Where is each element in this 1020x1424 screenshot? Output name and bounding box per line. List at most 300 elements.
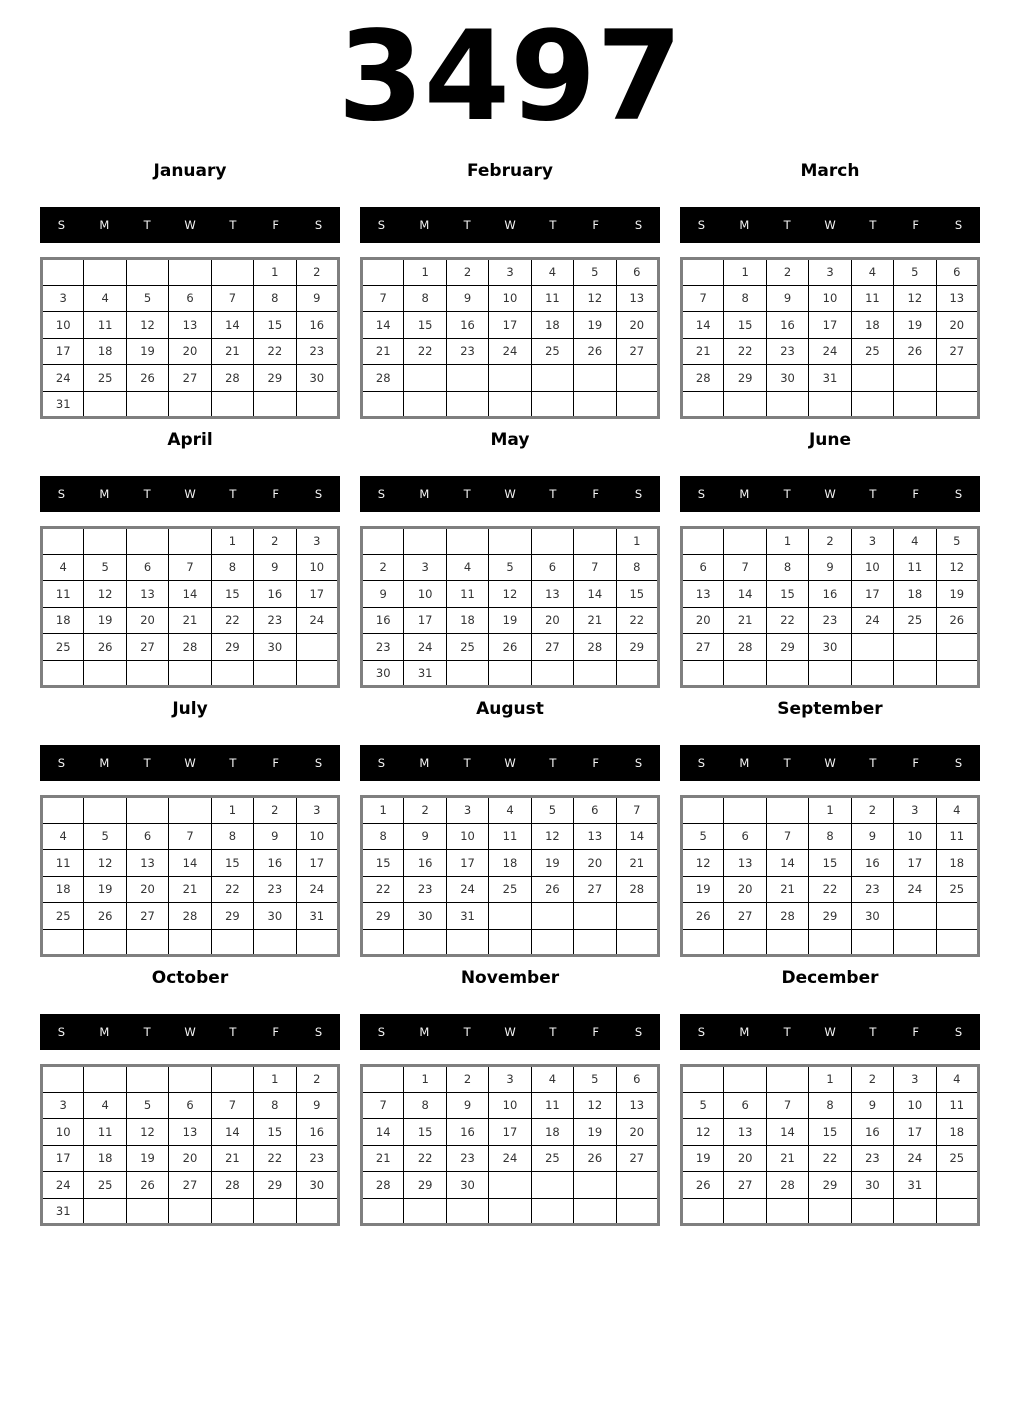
weekday-label: T: [463, 218, 471, 232]
day-cell: 6: [724, 823, 766, 850]
week-row: [42, 929, 339, 956]
day-cell: 19: [126, 338, 168, 365]
day-cell: 22: [362, 876, 404, 903]
day-cell: 26: [936, 607, 978, 634]
day-cell: 16: [766, 312, 808, 339]
day-cell: 15: [809, 850, 851, 877]
week-row: [682, 1172, 979, 1199]
month-days-table: [40, 1064, 340, 1226]
day-cell: 11: [489, 823, 531, 850]
day-cell: 17: [894, 850, 936, 877]
empty-day-cell: [446, 391, 488, 418]
month-block: [360, 429, 660, 688]
day-cell: 27: [724, 903, 766, 930]
month-title: May: [490, 430, 530, 450]
day-cell: 26: [126, 1172, 168, 1199]
empty-day-cell: [489, 1198, 531, 1225]
day-cell: 23: [851, 1145, 893, 1172]
day-cell: 30: [254, 903, 296, 930]
day-cell: 28: [211, 1172, 253, 1199]
week-row: [42, 365, 339, 392]
week-row: [42, 338, 339, 365]
day-cell: 31: [296, 903, 338, 930]
weekday-label: S: [57, 1025, 66, 1039]
day-cell: 27: [574, 876, 616, 903]
day-cell: 21: [169, 876, 211, 903]
empty-day-cell: [404, 365, 446, 392]
day-cell: 30: [404, 903, 446, 930]
day-cell: 19: [936, 581, 978, 608]
week-row: [42, 660, 339, 687]
weekday-label: T: [549, 1025, 557, 1039]
weekday-label: T: [143, 218, 151, 232]
day-cell: 25: [84, 365, 126, 392]
empty-day-cell: [84, 528, 126, 555]
weekday-label: T: [869, 218, 877, 232]
day-cell: 23: [296, 1145, 338, 1172]
day-cell: 28: [574, 634, 616, 661]
day-cell: 16: [446, 1119, 488, 1146]
month-title: August: [476, 699, 544, 719]
day-cell: 29: [809, 1172, 851, 1199]
day-cell: 24: [296, 876, 338, 903]
day-cell: 3: [489, 1066, 531, 1093]
day-cell: 8: [254, 285, 296, 312]
day-cell: 25: [894, 607, 936, 634]
day-cell: 19: [682, 876, 724, 903]
weekday-label: T: [549, 487, 557, 501]
day-cell: 3: [809, 259, 851, 286]
day-cell: 8: [404, 1092, 446, 1119]
week-row: [682, 634, 979, 661]
weekday-header-bar: [40, 1014, 340, 1050]
empty-day-cell: [362, 391, 404, 418]
weekday-label: T: [783, 1025, 791, 1039]
day-cell: 11: [531, 285, 573, 312]
empty-day-cell: [42, 929, 84, 956]
empty-day-cell: [531, 1198, 573, 1225]
day-cell: 14: [211, 1119, 253, 1146]
empty-day-cell: [724, 929, 766, 956]
day-cell: 14: [766, 1119, 808, 1146]
day-cell: 26: [84, 903, 126, 930]
empty-day-cell: [724, 1198, 766, 1225]
day-cell: 2: [404, 797, 446, 824]
week-row: [682, 607, 979, 634]
weekday-label: S: [314, 487, 323, 501]
day-cell: 15: [404, 312, 446, 339]
week-row: [42, 1092, 339, 1119]
day-cell: 20: [724, 876, 766, 903]
week-row: [362, 1119, 659, 1146]
weekday-label: T: [229, 756, 237, 770]
day-cell: 20: [126, 607, 168, 634]
week-row: [42, 312, 339, 339]
day-cell: 13: [531, 581, 573, 608]
day-cell: 7: [169, 823, 211, 850]
day-cell: 30: [766, 365, 808, 392]
day-cell: 26: [489, 634, 531, 661]
day-cell: 31: [894, 1172, 936, 1199]
empty-day-cell: [254, 660, 296, 687]
week-row: [682, 1092, 979, 1119]
week-row: [362, 365, 659, 392]
day-cell: 9: [404, 823, 446, 850]
empty-day-cell: [894, 660, 936, 687]
day-cell: 12: [126, 1119, 168, 1146]
weekday-label: T: [549, 218, 557, 232]
empty-day-cell: [42, 797, 84, 824]
empty-day-cell: [851, 634, 893, 661]
day-cell: 20: [531, 607, 573, 634]
day-cell: 19: [84, 876, 126, 903]
day-cell: 1: [809, 797, 851, 824]
day-cell: 2: [851, 797, 893, 824]
weekday-label: T: [143, 1025, 151, 1039]
week-row: [362, 823, 659, 850]
empty-day-cell: [894, 365, 936, 392]
day-cell: 10: [296, 823, 338, 850]
empty-day-cell: [809, 929, 851, 956]
empty-day-cell: [42, 528, 84, 555]
empty-day-cell: [894, 903, 936, 930]
day-cell: 16: [809, 581, 851, 608]
month-block: [360, 967, 660, 1226]
day-cell: 15: [211, 581, 253, 608]
week-row: [42, 823, 339, 850]
empty-day-cell: [574, 528, 616, 555]
day-cell: 27: [936, 338, 978, 365]
day-cell: 5: [84, 554, 126, 581]
week-row: [42, 1145, 339, 1172]
day-cell: 28: [616, 876, 658, 903]
weekday-label: F: [912, 487, 920, 501]
day-cell: 25: [42, 634, 84, 661]
day-cell: 25: [489, 876, 531, 903]
week-row: [362, 1145, 659, 1172]
day-cell: 16: [254, 581, 296, 608]
week-row: [682, 338, 979, 365]
empty-day-cell: [682, 797, 724, 824]
day-cell: 23: [362, 634, 404, 661]
day-cell: 25: [446, 634, 488, 661]
day-cell: 12: [84, 850, 126, 877]
day-cell: 27: [169, 1172, 211, 1199]
day-cell: 2: [254, 528, 296, 555]
week-row: [682, 365, 979, 392]
day-cell: 13: [724, 850, 766, 877]
day-cell: 15: [211, 850, 253, 877]
weekday-label: F: [272, 218, 280, 232]
empty-day-cell: [616, 1198, 658, 1225]
month-title: March: [800, 161, 860, 181]
month-days-body: [42, 528, 339, 687]
day-cell: 18: [936, 1119, 978, 1146]
empty-day-cell: [211, 1066, 253, 1093]
weekday-label: T: [143, 756, 151, 770]
empty-day-cell: [296, 1198, 338, 1225]
day-cell: 5: [682, 1092, 724, 1119]
weekday-label: T: [869, 1025, 877, 1039]
week-row: [362, 528, 659, 555]
day-cell: 19: [489, 607, 531, 634]
empty-day-cell: [169, 1066, 211, 1093]
empty-day-cell: [404, 391, 446, 418]
empty-day-cell: [126, 797, 168, 824]
day-cell: 7: [766, 823, 808, 850]
day-cell: 6: [169, 1092, 211, 1119]
day-cell: 19: [531, 850, 573, 877]
day-cell: 10: [42, 312, 84, 339]
day-cell: 28: [169, 634, 211, 661]
day-cell: 31: [404, 660, 446, 687]
day-cell: 13: [616, 285, 658, 312]
weekday-label: F: [272, 487, 280, 501]
weekday-label: F: [272, 1025, 280, 1039]
day-cell: 1: [616, 528, 658, 555]
week-row: [682, 1198, 979, 1225]
day-cell: 19: [574, 312, 616, 339]
week-row: [682, 850, 979, 877]
month-title: September: [777, 699, 883, 719]
day-cell: 17: [489, 1119, 531, 1146]
month-block: [40, 160, 340, 419]
day-cell: 22: [809, 1145, 851, 1172]
empty-day-cell: [936, 1172, 978, 1199]
week-row: [362, 1066, 659, 1093]
empty-day-cell: [766, 391, 808, 418]
empty-day-cell: [254, 391, 296, 418]
day-cell: 21: [211, 338, 253, 365]
weekday-header-bar: [680, 1014, 980, 1050]
day-cell: 17: [489, 312, 531, 339]
empty-day-cell: [724, 528, 766, 555]
day-cell: 4: [531, 1066, 573, 1093]
day-cell: 1: [211, 528, 253, 555]
day-cell: 1: [766, 528, 808, 555]
day-cell: 4: [936, 797, 978, 824]
day-cell: 13: [936, 285, 978, 312]
empty-day-cell: [682, 929, 724, 956]
day-cell: 16: [851, 850, 893, 877]
week-row: [362, 312, 659, 339]
day-cell: 6: [531, 554, 573, 581]
empty-day-cell: [766, 929, 808, 956]
day-cell: 18: [84, 338, 126, 365]
week-row: [42, 634, 339, 661]
day-cell: 6: [169, 285, 211, 312]
day-cell: 8: [254, 1092, 296, 1119]
day-cell: 4: [42, 823, 84, 850]
week-row: [682, 554, 979, 581]
day-cell: 21: [169, 607, 211, 634]
day-cell: 29: [616, 634, 658, 661]
day-cell: 27: [531, 634, 573, 661]
day-cell: 9: [296, 285, 338, 312]
weekday-header-bar: [40, 207, 340, 243]
day-cell: 14: [169, 850, 211, 877]
day-cell: 5: [894, 259, 936, 286]
empty-day-cell: [682, 259, 724, 286]
day-cell: 3: [296, 797, 338, 824]
month-title: October: [151, 968, 229, 988]
empty-day-cell: [84, 660, 126, 687]
day-cell: 22: [724, 338, 766, 365]
day-cell: 30: [809, 634, 851, 661]
day-cell: 6: [126, 554, 168, 581]
empty-day-cell: [489, 365, 531, 392]
day-cell: 9: [766, 285, 808, 312]
week-row: [362, 259, 659, 286]
empty-day-cell: [766, 1066, 808, 1093]
week-row: [682, 391, 979, 418]
day-cell: 10: [446, 823, 488, 850]
day-cell: 5: [574, 259, 616, 286]
day-cell: 9: [296, 1092, 338, 1119]
weekday-label: S: [377, 756, 386, 770]
week-row: [682, 903, 979, 930]
month-title: November: [460, 968, 560, 988]
day-cell: 13: [616, 1092, 658, 1119]
day-cell: 7: [169, 554, 211, 581]
day-cell: 31: [42, 391, 84, 418]
weekday-label: F: [912, 756, 920, 770]
week-row: [682, 259, 979, 286]
day-cell: 29: [404, 1172, 446, 1199]
day-cell: 4: [84, 285, 126, 312]
day-cell: 22: [254, 338, 296, 365]
empty-day-cell: [724, 660, 766, 687]
empty-day-cell: [851, 391, 893, 418]
day-cell: 22: [404, 338, 446, 365]
day-cell: 17: [42, 1145, 84, 1172]
day-cell: 1: [254, 1066, 296, 1093]
month-block: [680, 967, 980, 1226]
empty-day-cell: [682, 391, 724, 418]
empty-day-cell: [446, 365, 488, 392]
month-days-body: [362, 259, 659, 418]
day-cell: 24: [851, 607, 893, 634]
day-cell: 27: [126, 903, 168, 930]
day-cell: 25: [84, 1172, 126, 1199]
week-row: [42, 797, 339, 824]
day-cell: 10: [489, 285, 531, 312]
day-cell: 20: [126, 876, 168, 903]
day-cell: 1: [254, 259, 296, 286]
day-cell: 23: [809, 607, 851, 634]
empty-day-cell: [211, 660, 253, 687]
weekday-label: T: [869, 487, 877, 501]
empty-day-cell: [446, 1198, 488, 1225]
day-cell: 26: [126, 365, 168, 392]
empty-day-cell: [126, 660, 168, 687]
day-cell: 2: [362, 554, 404, 581]
day-cell: 29: [254, 365, 296, 392]
day-cell: 9: [254, 823, 296, 850]
day-cell: 9: [809, 554, 851, 581]
day-cell: 19: [84, 607, 126, 634]
day-cell: 6: [936, 259, 978, 286]
day-cell: 8: [362, 823, 404, 850]
weekday-label: W: [184, 218, 196, 232]
month-block: [40, 429, 340, 688]
day-cell: 23: [254, 876, 296, 903]
day-cell: 3: [404, 554, 446, 581]
day-cell: 12: [531, 823, 573, 850]
empty-day-cell: [169, 660, 211, 687]
day-cell: 9: [362, 581, 404, 608]
day-cell: 9: [446, 1092, 488, 1119]
day-cell: 18: [851, 312, 893, 339]
day-cell: 29: [362, 903, 404, 930]
day-cell: 3: [489, 259, 531, 286]
weekday-label: S: [57, 487, 66, 501]
day-cell: 24: [296, 607, 338, 634]
weekday-label: M: [419, 218, 430, 232]
day-cell: 16: [851, 1119, 893, 1146]
day-cell: 28: [766, 1172, 808, 1199]
month-days-table: [40, 257, 340, 419]
weekday-label: M: [419, 756, 430, 770]
empty-day-cell: [446, 929, 488, 956]
day-cell: 7: [211, 1092, 253, 1119]
empty-day-cell: [362, 1198, 404, 1225]
day-cell: 12: [489, 581, 531, 608]
day-cell: 2: [766, 259, 808, 286]
month-days-body: [362, 1066, 659, 1225]
day-cell: 27: [724, 1172, 766, 1199]
empty-day-cell: [169, 259, 211, 286]
weekday-label: S: [697, 756, 706, 770]
day-cell: 29: [211, 634, 253, 661]
day-cell: 26: [682, 903, 724, 930]
weekday-label: W: [824, 1025, 836, 1039]
empty-day-cell: [531, 391, 573, 418]
day-cell: 18: [42, 607, 84, 634]
empty-day-cell: [489, 660, 531, 687]
weekday-label: M: [739, 1025, 750, 1039]
day-cell: 24: [42, 365, 84, 392]
month-block: [680, 698, 980, 957]
months-grid: [40, 160, 980, 1226]
day-cell: 23: [851, 876, 893, 903]
day-cell: 24: [809, 338, 851, 365]
day-cell: 20: [616, 1119, 658, 1146]
empty-day-cell: [84, 391, 126, 418]
empty-day-cell: [616, 903, 658, 930]
day-cell: 11: [84, 1119, 126, 1146]
weekday-label: S: [634, 756, 643, 770]
day-cell: 8: [616, 554, 658, 581]
empty-day-cell: [169, 1198, 211, 1225]
day-cell: 15: [724, 312, 766, 339]
weekday-label: S: [634, 218, 643, 232]
day-cell: 27: [616, 1145, 658, 1172]
day-cell: 11: [84, 312, 126, 339]
day-cell: 8: [809, 1092, 851, 1119]
weekday-header-bar: [680, 207, 980, 243]
empty-day-cell: [851, 1198, 893, 1225]
weekday-label: M: [419, 1025, 430, 1039]
day-cell: 11: [894, 554, 936, 581]
day-cell: 29: [809, 903, 851, 930]
day-cell: 20: [682, 607, 724, 634]
day-cell: 24: [894, 876, 936, 903]
weekday-label: F: [592, 756, 600, 770]
day-cell: 17: [851, 581, 893, 608]
day-cell: 2: [254, 797, 296, 824]
day-cell: 7: [682, 285, 724, 312]
